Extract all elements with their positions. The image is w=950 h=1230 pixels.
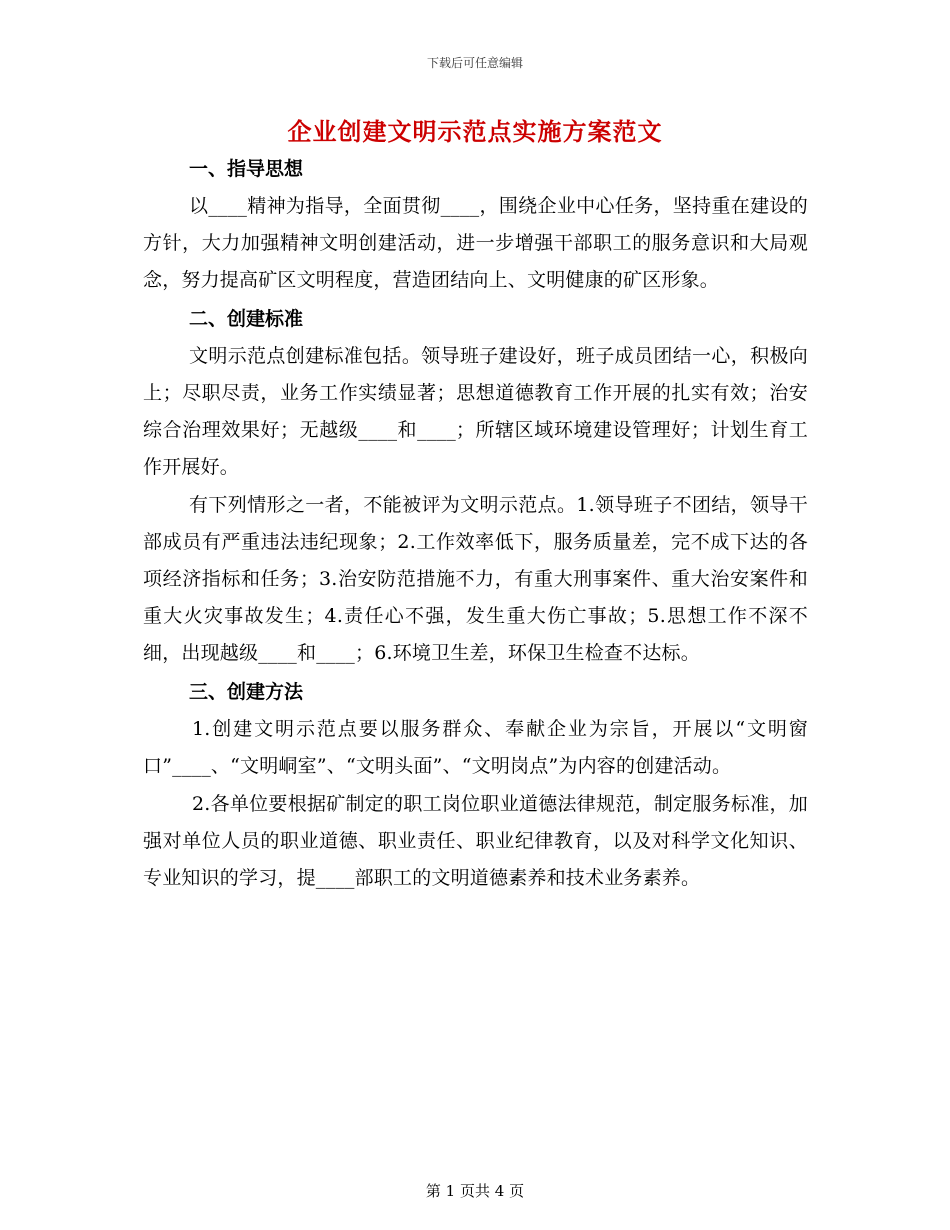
document-body xyxy=(143,150,808,898)
section-heading-standards: 二、创建标准 xyxy=(189,308,304,330)
document-title: 企业创建文明示范点实施方案范文 xyxy=(287,117,663,146)
section-heading-guiding-ideology: 一、指导思想 xyxy=(189,158,304,180)
section-heading-methods: 三、创建方法 xyxy=(189,681,304,703)
page-footer: 第 1 页共 4 页 xyxy=(425,1182,525,1200)
page-header-note: 下载后可任意编辑 xyxy=(426,56,523,70)
paragraph: 有下列情形之一者，不能被评为文明示范点。1.领导班子不团结，领导干部成员有严重违法违纪现象；2.工作效率低下，服务质量差，完不成下达的各项经济指标和任务；3.治安防范措施不力，有重大刑事案件、重大治安案件和重大火灾事故发生；4.责任心不强，发生重大伤亡事故；5.思想工作不深不细，出现越级____和____；6.环境卫生差，环保卫生检查不达标。 xyxy=(143,494,808,664)
paragraph: 1.创建文明示范点要以服务群众、奉献企业为宗旨，开展以“文明窗口”____、“文明峒室”、“文明头面”、“文明岗点”为内容的创建活动。 xyxy=(143,718,808,777)
paragraph: 以____精神为指导，全面贯彻____，围绕企业中心任务，坚持重在建设的方针，大力加强精神文明创建活动，进一步增强干部职工的服务意识和大局观念，努力提高矿区文明程度，营造团结向上、文明健康的矿区形象。 xyxy=(143,195,808,291)
paragraph: 2.各单位要根据矿制定的职工岗位职业道德法律规范，制定服务标准，加强对单位人员的职业道德、职业责任、职业纪律教育，以及对科学文化知识、专业知识的学习，提____部职工的文明道德素养和技术业务素养。 xyxy=(143,793,808,889)
paragraph: 文明示范点创建标准包括。领导班子建设好，班子成员团结一心，积极向上；尽职尽责，业务工作实绩显著；思想道德教育工作开展的扎实有效；治安综合治理效果好；无越级____和____；所辖区域环境建设管理好；计划生育工作开展好。 xyxy=(143,345,808,478)
